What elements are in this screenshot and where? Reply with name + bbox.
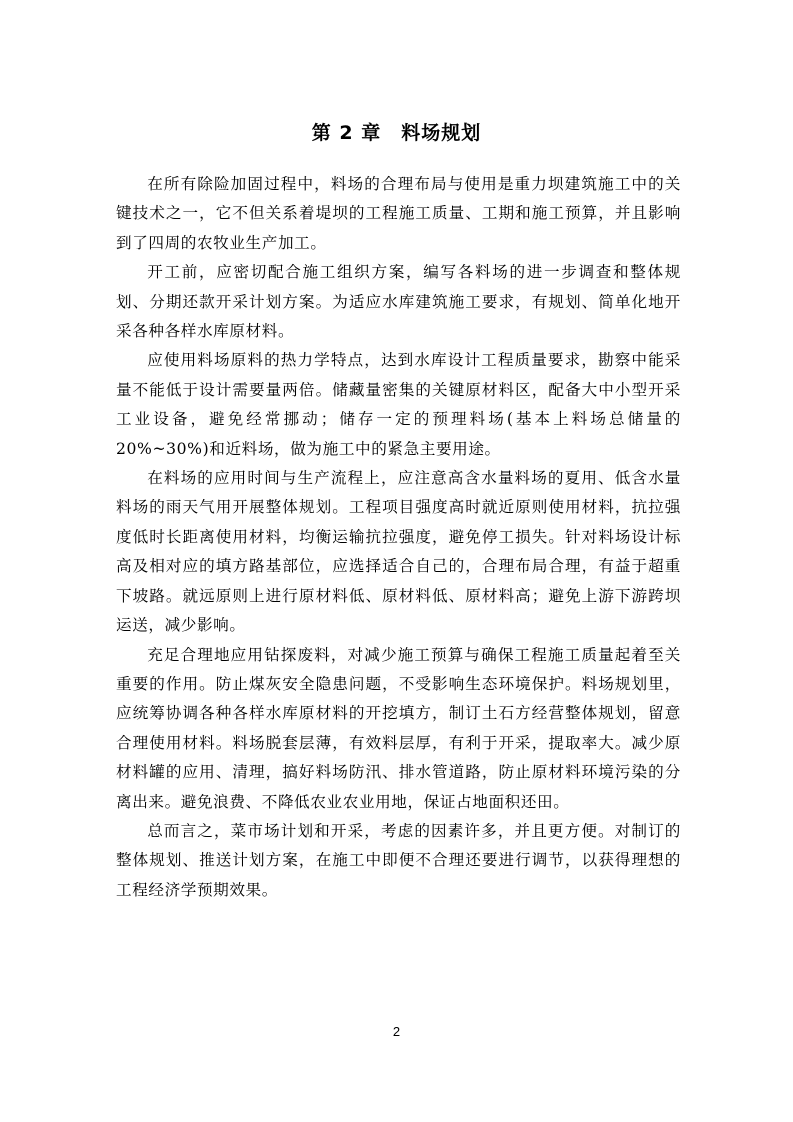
paragraph: 在料场的应用时间与生产流程上，应注意高含水量料场的夏用、低含水量料场的雨天气用开展整体规划。工程项目强度高时就近原则使用材料，抗拉强度低时长距离使用材料，均衡运输抗拉强度，避免停工损失。针对料场设计标高及相对应的填方路基部位，应选择适合自己的，合理布局合理，有益于超重下坡路。就远原则上进行原材料低、原材料低、原材料高；避免上游下游跨坝运送，减少影响。 <box>116 469 681 635</box>
body-text <box>116 170 681 905</box>
chapter-title: 第 2 章 料场规划 <box>311 122 482 144</box>
page-number: 2 <box>392 1024 401 1039</box>
paragraph: 开工前，应密切配合施工组织方案，编写各料场的进一步调查和整体规划、分期还款开采计划方案。为适应水库建筑施工要求，有规划、简单化地开采各种各样水库原材料。 <box>116 263 681 341</box>
paragraph: 充足合理地应用钻探废料，对减少施工预算与确保工程施工质量起着至关重要的作用。防止煤灰安全隐患问题，不受影响生态环境保护。料场规划里，应统筹协调各种各样水库原材料的开挖填方，制订土石方经营整体规划，留意合理使用材料。料场脱套层薄，有效料层厚，有利于开采，提取率大。减少原材料罐的应用、清理，搞好料场防汛、排水管道路，防止原材料环境污染的分离出来。避免浪费、不降低农业农业用地，保证占地面积还田。 <box>116 645 681 811</box>
paragraph: 总而言之，菜市场计划和开采，考虑的因素许多，并且更方便。对制订的整体规划、推送计划方案，在施工中即便不合理还要进行调节，以获得理想的工程经济学预期效果。 <box>116 821 681 899</box>
paragraph: 在所有除险加固过程中，料场的合理布局与使用是重力坝建筑施工中的关键技术之一，它不但关系着堤坝的工程施工质量、工期和施工预算，并且影响到了四周的农牧业生产加工。 <box>116 175 681 252</box>
paragraph: 应使用料场原料的热力学特点，达到水库设计工程质量要求，勘察中能采量不能低于设计需要量两倍。储藏量密集的关键原材料区，配备大中小型开采工业设备，避免经常挪动；储存一定的预理料场(基本上料场总储量的 20%~30%)和近料场，做为施工中的紧急主要用途。 <box>116 351 681 458</box>
